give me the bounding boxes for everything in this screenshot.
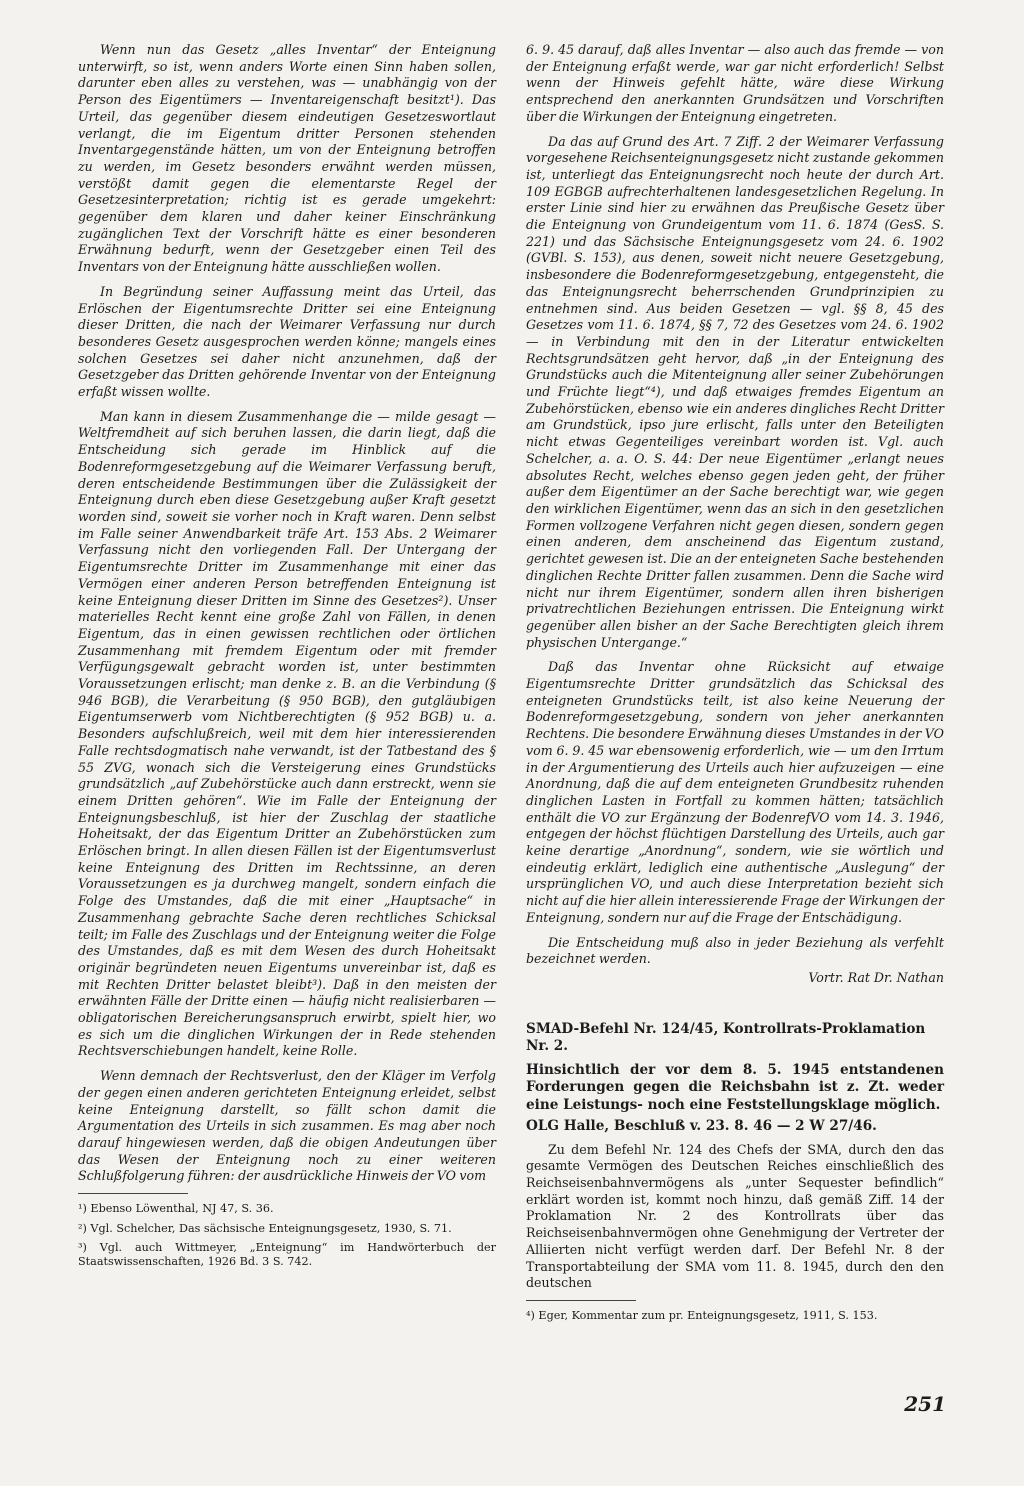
- body-paragraph: Wenn nun das Gesetz „alles Inventar“ der Enteignung unterwirft, so ist, wenn anders Worte einen Sinn haben sollen, darunter eben alles zu verstehen, was — unabhängig von der Person des Eigentümers — Inventareigenschaft besitzt¹). Das Urteil, das gegenüber diesem eindeutigen Gesetzeswortlaut verlangt, die im Eigentum dritter Personen stehenden Inventargegenstände hätten, um von der Enteignung betroffen zu werden, im Gesetz besonders erwähnt werden müssen, verstößt damit gegen die elementarste Regel der Gesetzesinterpretation; richtig ist es gerade umgekehrt: gegenüber dem klaren und daher keiner Einschränkung zugänglichen Text der Vorschrift hätte es einer besonderen Erwähnung bedurft, wenn der Gesetzgeber einen Teil des Inventars von der Enteignung hätte ausschließen wollen.: [78, 42, 496, 275]
- case-body: Zu dem Befehl Nr. 124 des Chefs der SMA, durch den das gesamte Vermögen des Deutschen Reiches einschließlich des Reichseisenbahnvermögens als „unter Sequester befindlich“ erklärt worden ist, kommt noch hinzu, daß gemäß Ziff. 14 der Proklamation Nr. 2 des Kontrollrats über das Reichseisenbahnvermögen ohne Genehmigung der Vertreter der Alliierten nicht verfügt werden darf. Der Befehl Nr. 8 der Transportabteilung der SMA vom 11. 8. 1945, durch den den deutschen: [526, 1141, 944, 1291]
- court-citation: OLG Halle, Beschluß v. 23. 8. 46 — 2 W 27/46.: [526, 1118, 877, 1135]
- body-paragraph: Da das auf Grund des Art. 7 Ziff. 2 der Weimarer Verfassung vorgesehene Reichsenteignungsgesetz nicht zustande gekommen ist, unterliegt das Enteignungsrecht noch heute der durch Art. 109 EGBGB aufrechterhaltenen landesgesetzlichen Regelung. In erster Linie sind hier zu erwähnen das Preußische Gesetz über die Enteignung von Grundeigentum vom 11. 6. 1874 (GesS. S. 221) und das Sächsische Enteignungsgesetz vom 24. 6. 1902 (GVBl. S. 153), aus denen, soweit nicht neuere Gesetzgebung, insbesondere die Bodenreformgesetzgebung, entgegensteht, die das Enteignungsrecht beherrschenden Grundprinzipien zu entnehmen sind. Aus beiden Gesetzen — vgl. §§ 8, 45 des Gesetzes vom 11. 6. 1874, §§ 7, 72 des Gesetzes vom 24. 6. 1902 — in Verbindung mit den in der Literatur entwickelten Rechtsgrundsätzen geht hervor, daß „in der Enteignung des Grundstücks auch die Mitenteignung aller seiner Zubehörungen und Früchte liegt“⁴), und daß etwaiges fremdes Eigentum an Zubehörstücken, ebenso wie ein anderes dingliches Recht Dritter am Grundstück, ipso jure erlischt, falls unter den Beteiligten nicht etwas Gegenteiliges vereinbart worden ist. Vgl. auch Schelcher, a. a. O. S. 44: Der neue Eigentümer „erlangt neues absolutes Recht, welches ebenso gegen jeden geht, der früher außer dem Eigentümer an der Sache berechtigt war, wie gegen den wirklichen Eigentümer, wenn das an sich in den gesetzlichen Formen vollzogene Verfahren nicht gegen diesen, sondern gegen einen anderen, dem anscheinend das Eigentum zustand, gerichtet gewesen ist. Die an der enteigneten Sache bestehenden dinglichen Rechte Dritter fallen zusammen. Denn die Sache wird nicht nur ihrem Eigentümer, sondern allen ihren bisherigen privatrechtlichen Beziehungen entrissen. Die Enteignung wirkt gegenüber allen bisher an der Sache Berechtigten gleich ihrem physischen Untergange.“: [526, 133, 944, 650]
- author-signature: Vortr. Rat Dr. Nathan: [808, 969, 944, 985]
- left-column: [78, 42, 496, 1275]
- body-paragraph: In Begründung seiner Auffassung meint das Urteil, das Erlöschen der Eigentumsrechte Dritter sei eine Enteignung dieser Dritten, die nach der Weimarer Verfassung nur durch besonderes Gesetz ausgesprochen werden könne; mangels eines solchen Gesetzes sei daher nicht anzunehmen, daß der Gesetzgeber das Dritten gehörende Inventar von der Enteignung erfaßt wissen wollte.: [78, 283, 496, 400]
- page-number: 251: [904, 1392, 946, 1416]
- footnote-rule: [78, 1193, 188, 1194]
- footnote: ⁴) Eger, Kommentar zum pr. Enteignungsgesetz, 1911, S. 153.: [526, 1309, 878, 1322]
- body-paragraph: Wenn demnach der Rechtsverlust, den der Kläger im Verfolg der gegen einen anderen gerichteten Enteignung erleidet, selbst keine Enteignung darstellt, so fällt schon damit die Argumentation des Urteils in sich zusammen. Es mag aber noch darauf hingewiesen werden, daß die obigen Andeutungen über das Wesen der Enteignung noch zu einer weiteren Schlußfolgerung führen: der ausdrückliche Hinweis der VO vom: [78, 1068, 496, 1184]
- right-column: [526, 42, 944, 1328]
- footnote: ²) Vgl. Schelcher, Das sächsische Enteignungsgesetz, 1930, S. 71.: [78, 1221, 452, 1235]
- body-paragraph: Daß das Inventar ohne Rücksicht auf etwaige Eigentumsrechte Dritter grundsätzlich das Schicksal des enteigneten Grundstücks teilt, ist also keine Neuerung der Bodenreformgesetzgebung, sondern von jeher anerkannten Rechtens. Die besondere Erwähnung dieses Umstandes in der VO vom 6. 9. 45 war ebensowenig erforderlich, wie — um den Irrtum in der Argumentierung des Urteils auch hier aufzuzeigen — eine Anordnung, daß die auf dem enteigneten Grundbesitz ruhenden dinglichen Lasten in Fortfall zu kommen hätten; tatsächlich enthält die VO zur Ergänzung der BodenrefVO vom 14. 3. 1946, entgegen der höchst flüchtigen Darstellung des Urteils, auch gar keine derartige „Anordnung“, sondern, wie sie wörtlich und eindeutig erklärt, lediglich eine authentische „Auslegung“ der ursprünglichen VO, und auch diese Interpretation bezieht sich nicht auf die hier allein interessierende Frage der Wirkungen der Enteignung, sondern nur auf die Frage der Entschädigung.: [526, 659, 944, 925]
- body-paragraph: Die Entscheidung muß also in jeder Beziehung als verfehlt bezeichnet werden.: [526, 934, 944, 967]
- case-headnote: Hinsichtlich der vor dem 8. 5. 1945 entstandenen Forderungen gegen die Reichsbahn ist z. Zt. weder eine Leistungs- noch eine Feststellungsklage möglich.: [526, 1061, 944, 1113]
- case-heading: SMAD-Befehl Nr. 124/45, Kontrollrats-Proklamation Nr. 2.: [526, 1020, 926, 1055]
- footnote-rule: [526, 1300, 636, 1301]
- footnote: ³) Vgl. auch Wittmeyer, „Enteignung“ im Handwörterbuch der Staatswissenschaften, 1926 Bd. 3 S. 742.: [78, 1240, 496, 1269]
- body-paragraph: 6. 9. 45 darauf, daß alles Inventar — also auch das fremde — von der Enteignung erfaßt werde, war gar nicht erforderlich! Selbst wenn der Hinweis gefehlt hätte, wäre diese Wirkung entsprechend den anerkannten Grundsätzen und Vorschriften über die Wirkungen der Enteignung eingetreten.: [526, 42, 944, 124]
- body-paragraph: Man kann in diesem Zusammenhange die — milde gesagt — Weltfremdheit auf sich beruhen lassen, die darin liegt, daß die Entscheidung sich gerade im Hinblick auf die Bodenreformgesetzgebung auf die Weimarer Verfassung beruft, deren entscheidende Bestimmungen über die Zulässigkeit der Enteignung durch eben diese Gesetzgebung außer Kraft gesetzt worden sind, soweit sie vorher noch in Kraft waren. Denn selbst im Falle seiner Anwendbarkeit träfe Art. 153 Abs. 2 Weimarer Verfassung nicht den vorliegenden Fall. Der Untergang der Eigentumsrechte Dritter im Zusammenhange mit einer das Vermögen einer anderen Person betreffenden Enteignung ist keine Enteignung dieser Dritten im Sinne des Gesetzes²). Unser materielles Recht kennt eine große Zahl von Fällen, in denen Eigentum, das in einen gewissen rechtlichen oder örtlichen Zusammenhang mit fremdem Eigentum oder mit fremder Verfügungsgewalt gebracht worden ist, unter bestimmten Voraussetzungen erlischt; man denke z. B. an die Verbindung (§ 946 BGB), die Verarbeitung (§ 950 BGB), den gutgläubigen Eigentumserwerb vom Nichtberechtigten (§ 952 BGB) u. a. Besonders aufschlußreich, weil mit dem hier interessierenden Falle rechtsdogmatisch nahe verwandt, ist der Tatbestand des § 55 ZVG, wonach sich die Versteigerung eines Grundstücks grundsätzlich „auf Zubehörstücke auch dann erstreckt, wenn sie einem Dritten gehören“. Wie im Falle der Enteignung der Enteignungsbeschluß, ist hier der Zuschlag der staatliche Hoheitsakt, der das Eigentum Dritter an Zubehörstücken zum Erlöschen bringt. In allen diesen Fällen ist der Eigentumsverlust keine Enteignung des Dritten im Rechtssinne, an deren Voraussetzungen es ja durchweg mangelt, sondern einfach die Folge des Umstandes, daß die mit einer „Hauptsache“ in Zusammenhang gebrachte Sache deren rechtliches Schicksal teilt; im Falle des Zuschlags und der Enteignung weiter die Folge des Umstandes, daß es mit dem Wesen des durch Hoheitsakt originär begründeten neuen Eigentums unvereinbar ist, daß es mit Rechten Dritter belastet bleibt³). Daß in den meisten der erwähnten Fälle der Dritte einen — häufig nicht realisierbaren — obligatorischen Bereicherungsanspruch erwirbt, spielt hier, wo es sich um die dinglichen Wirkungen der in Rede stehenden Rechtsverschiebungen handelt, keine Rolle.: [78, 408, 496, 1059]
- footnote: ¹) Ebenso Löwenthal, NJ 47, S. 36.: [78, 1202, 274, 1216]
